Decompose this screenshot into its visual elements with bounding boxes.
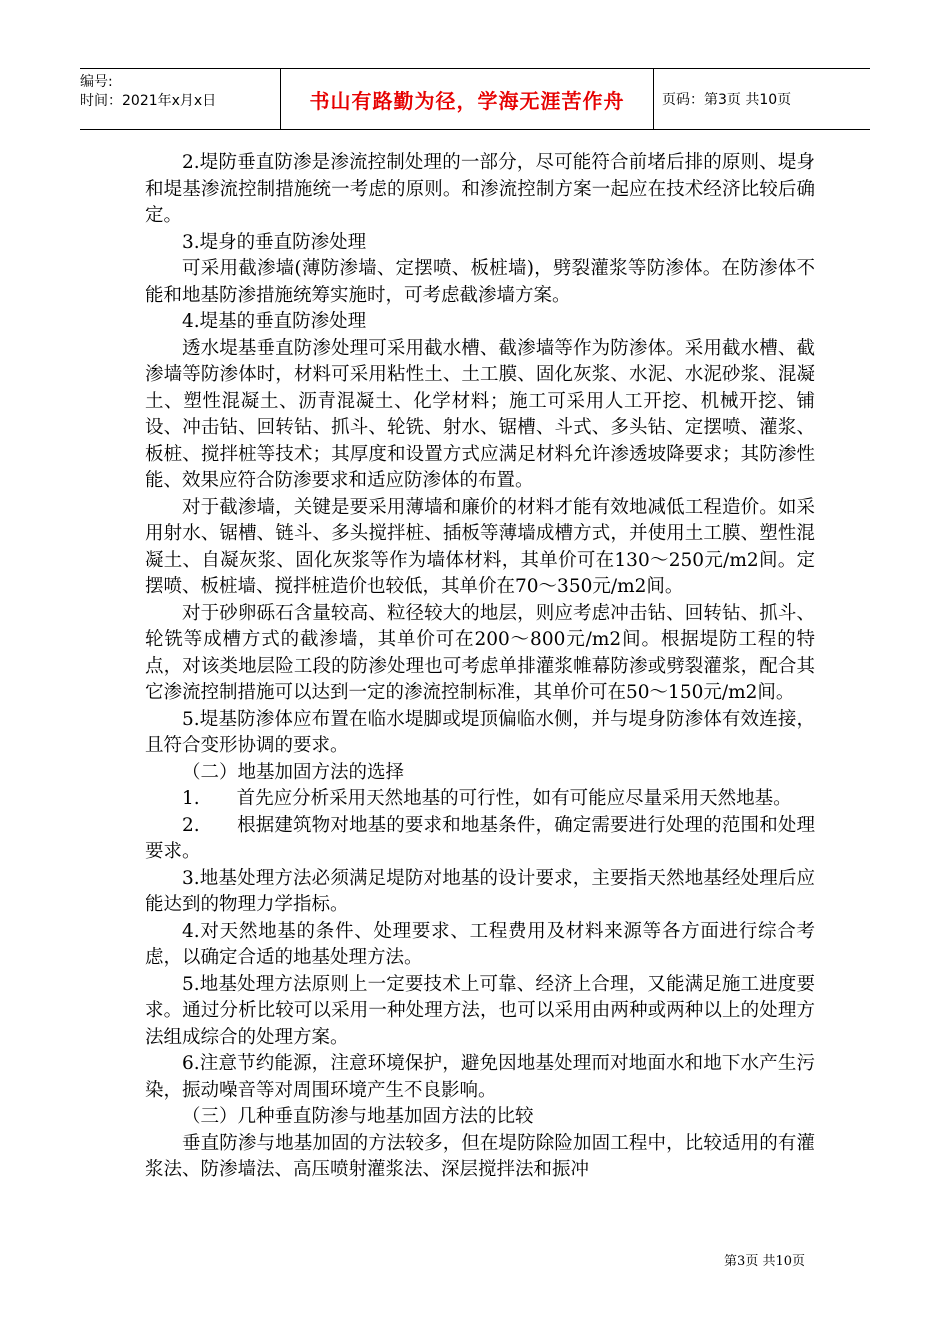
paragraph: 1. 首先应分析采用天然地基的可行性，如有可能应尽量采用天然地基。: [182, 788, 792, 809]
paragraph: 可采用截渗墙(薄防渗墙、定摆喷、板桩墙)，劈裂灌浆等防渗体。在防渗体不能和地基防渗措施统筹实施时，可考虑截渗墙方案。: [145, 258, 815, 306]
number-label: 编号:: [80, 74, 113, 90]
paragraph: 对于砂卵砾石含量较高、粒径较大的地层，则应考虑冲击钻、回转钻、抓斗、轮铣等成槽方式的截渗墙，其单价可在200～800元/m2间。根据堤防工程的特点，对该类地层险工段的防渗处理也可考虑单排灌浆帷幕防渗或劈裂灌浆，配合其它渗流控制措施可以达到一定的渗流控制标准，其单价可在50～150元/m2间。: [145, 602, 815, 703]
header-page-label: 页码：第3页 共10页: [662, 92, 792, 108]
paragraph: 对于截渗墙，关键是要采用薄墙和廉价的材料才能有效地减低工程造价。如采用射水、锯槽、链斗、多头搅拌桩、插板等薄墙成槽方式，并使用土工膜、塑性混凝土、自凝灰浆、固化灰浆等作为墙体材料，其单价可在130～250元/m2间。定摆喷、板桩墙、搅拌桩造价也较低，其单价在70～350元/m2间。: [145, 496, 815, 597]
time-label: 时间：2021年x月x日: [80, 93, 217, 109]
header-meta: [80, 69, 280, 129]
paragraph: 3.地基处理方法必须满足堤防对地基的设计要求，主要指天然地基经处理后应能达到的物理力学指标。: [145, 867, 815, 915]
section-heading: （二）地基加固方法的选择: [182, 761, 405, 783]
section-heading: （三）几种垂直防渗与地基加固方法的比较: [182, 1106, 534, 1127]
document-body: [145, 150, 815, 1184]
paragraph: 6.注意节约能源，注意环境保护，避免因地基处理而对地面水和地下水产生污染，振动噪音等对周围环境产生不良影响。: [145, 1053, 815, 1101]
paragraph: 垂直防渗与地基加固的方法较多，但在堤防除险加固工程中，比较适用的有灌浆法、防渗墙法、高压喷射灌浆法、深层搅拌法和振冲: [145, 1132, 815, 1180]
paragraph: 2. 根据建筑物对地基的要求和地基条件，确定需要进行处理的范围和处理要求。: [145, 814, 815, 862]
header-motto: 书山有路勤为径，学海无涯苦作舟: [280, 69, 654, 129]
page-footer: 第3页 共10页: [724, 1254, 805, 1269]
paragraph: 4.对天然地基的条件、处理要求、工程费用及材料来源等各方面进行综合考虑，以确定合适的地基处理方法。: [145, 920, 815, 968]
paragraph: 3.堤身的垂直防渗处理: [182, 231, 367, 253]
paragraph: 透水堤基垂直防渗处理可采用截水槽、截渗墙等作为防渗体。采用截水槽、截渗墙等防渗体时，材料可采用粘性土、土工膜、固化灰浆、水泥、水泥砂浆、混凝土、塑性混凝土、沥青混凝土、化学材料；施工可采用人工开挖、机械开挖、铺设、冲击钻、回转钻、抓斗、轮铣、射水、锯槽、斗式、多头钻、定摆喷、灌浆、板桩、搅拌桩等技术；其厚度和设置方式应满足材料允许渗透坡降要求；其防渗性能、效果应符合防渗要求和适应防渗体的布置。: [145, 337, 815, 491]
paragraph: 2.堤防垂直防渗是渗流控制处理的一部分，尽可能符合前堵后排的原则、堤身和堤基渗流控制措施统一考虑的原则。和渗流控制方案一起应在技术经济比较后确定。: [145, 152, 815, 226]
paragraph: 4.堤基的垂直防渗处理: [182, 311, 367, 332]
paragraph: 5.地基处理方法原则上一定要技术上可靠、经济上合理，又能满足施工进度要求。通过分析比较可以采用一种处理方法，也可以采用由两种或两种以上的处理方法组成综合的处理方案。: [145, 973, 815, 1048]
page-header: [80, 68, 870, 130]
paragraph: 5.堤基防渗体应布置在临水堤脚或堤顶偏临水侧，并与堤身防渗体有效连接，且符合变形协调的要求。: [145, 708, 815, 756]
